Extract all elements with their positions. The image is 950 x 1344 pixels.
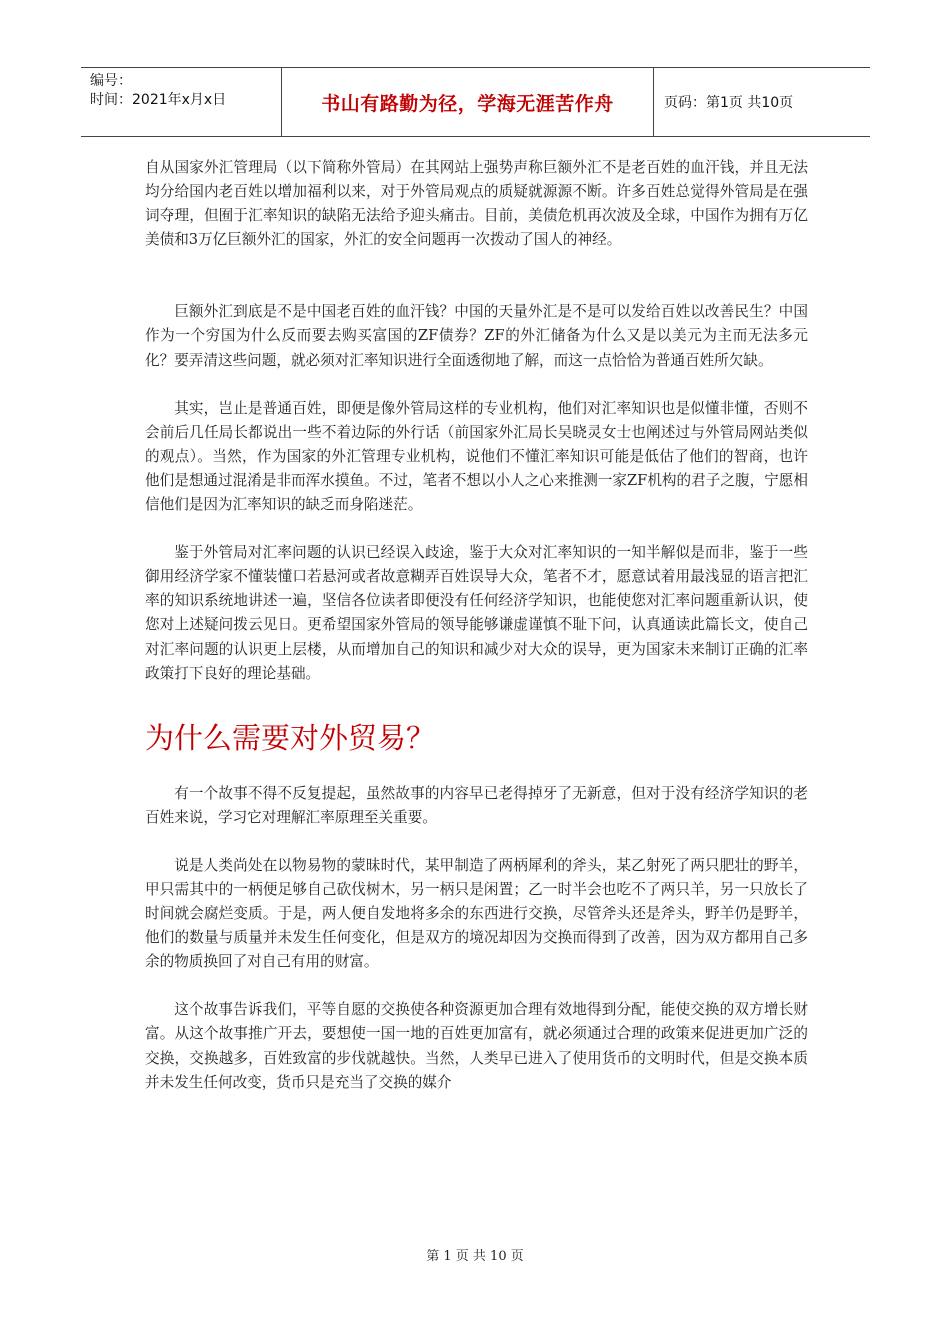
header-motto: 书山有路勤为径，学海无涯苦作舟 <box>282 68 654 136</box>
section-paragraph-1: 有一个故事不得不反复提起，虽然故事的内容早已老得掉牙了无新意，但对于没有经济学知识的老百姓来说，学习它对理解汇率原理至关重要。 <box>145 784 808 826</box>
intro-paragraph-2: 巨额外汇到底是不是中国老百姓的血汗钱？中国的天量外汇是不是可以发给百姓以改善民生？中国作为一个穷国为什么反而要去购买富国的ZF债券？ZF的外汇储备为什么又是以美元为主而无法多元化？要弄清这些问题，就必须对汇率知识进行全面透彻地了解，而这一点恰恰为普通百姓所欠缺。 <box>145 303 808 369</box>
section-paragraph-2: 说是人类尚处在以物易物的蒙昧时代，某甲制造了两柄犀利的斧头，某乙射死了两只肥壮的野羊，甲只需其中的一柄便足够自己砍伐树木，另一柄只是闲置；乙一时半会也吃不了两只羊，另一只放长了时间就会腐烂变质。于是，两人便自发地将多余的东西进行交换，尽管斧头还是斧头，野羊仍是野羊，他们的数量与质量并未发生任何变化，但是双方的境况却因为交换而得到了改善，因为双方都用自己多余的物质换回了对自己有用的财富。 <box>145 856 808 971</box>
intro-paragraph-4: 鉴于外管局对汇率问题的认识已经误入歧途，鉴于大众对汇率知识的一知半解似是而非，鉴于一些御用经济学家不懂装懂口若悬河或者故意糊弄百姓误导大众，笔者不才，愿意试着用最浅显的语言把汇率的知识系统地讲述一遍，坚信各位读者即便没有任何经济学知识，也能使您对汇率问题重新认识，使您对上述疑问拨云见日。更希望国家外管局的领导能够谦虚谨慎不耻下问，认真通读此篇长文，使自己对汇率问题的认识更上层楼，从而增加自己的知识和减少对大众的误导，更为国家未来制订正确的汇率政策打下良好的理论基础。 <box>145 544 808 682</box>
intro-paragraph-1: 自从国家外汇管理局（以下简称外管局）在其网站上强势声称巨额外汇不是老百姓的血汗钱，并且无法均分给国内老百姓以增加福利以来，对于外管局观点的质疑就源源不断。许多百姓总觉得外管局是在强词夺理，但囿于汇率知识的缺陷无法给予迎头痛击。目前，美债危机再次波及全球，中国作为拥有万亿美债和3万亿巨额外汇的国家，外汇的安全问题再一次拨动了国人的神经。 <box>145 159 808 249</box>
document-body <box>145 156 808 1095</box>
header-page-number: 页码：第1页 共10页 <box>664 95 794 111</box>
intro-paragraph-3: 其实，岂止是普通百姓，即便是像外管局这样的专业机构，他们对汇率知识也是似懂非懂，否则不会前后几任局长都说出一些不着边际的外行话（前国家外汇局长吴晓灵女士也阐述过与外管局网站类似的观点）。当然，作为国家的外汇管理专业机构，说他们不懂汇率知识可能是低估了他们的智商，也许他们是想通过混淆是非而浑水摸鱼。不过，笔者不想以小人之心来推测一家ZF机构的君子之腹，宁愿相信他们是因为汇率知识的缺乏而身陷迷茫。 <box>145 399 808 514</box>
document-date-label: 时间：2021年x月x日 <box>90 92 227 108</box>
header-meta <box>81 68 282 136</box>
page-header <box>81 67 870 137</box>
page-footer: 第 1 页 共 10 页 <box>426 1249 524 1264</box>
section-paragraph-3: 这个故事告诉我们，平等自愿的交换使各种资源更加合理有效地得到分配，能使交换的双方增长财富。从这个故事推广开去，要想使一国一地的百姓更加富有，就必须通过合理的政策来促进更加广泛的交换，交换越多，百姓致富的步伐就越快。当然，人类早已进入了使用货币的文明时代，但是交换本质并未发生任何改变，货币只是充当了交换的媒介 <box>145 1001 808 1091</box>
section-heading: 为什么需要对外贸易？ <box>145 720 436 755</box>
document-id-label: 编号： <box>90 73 132 89</box>
